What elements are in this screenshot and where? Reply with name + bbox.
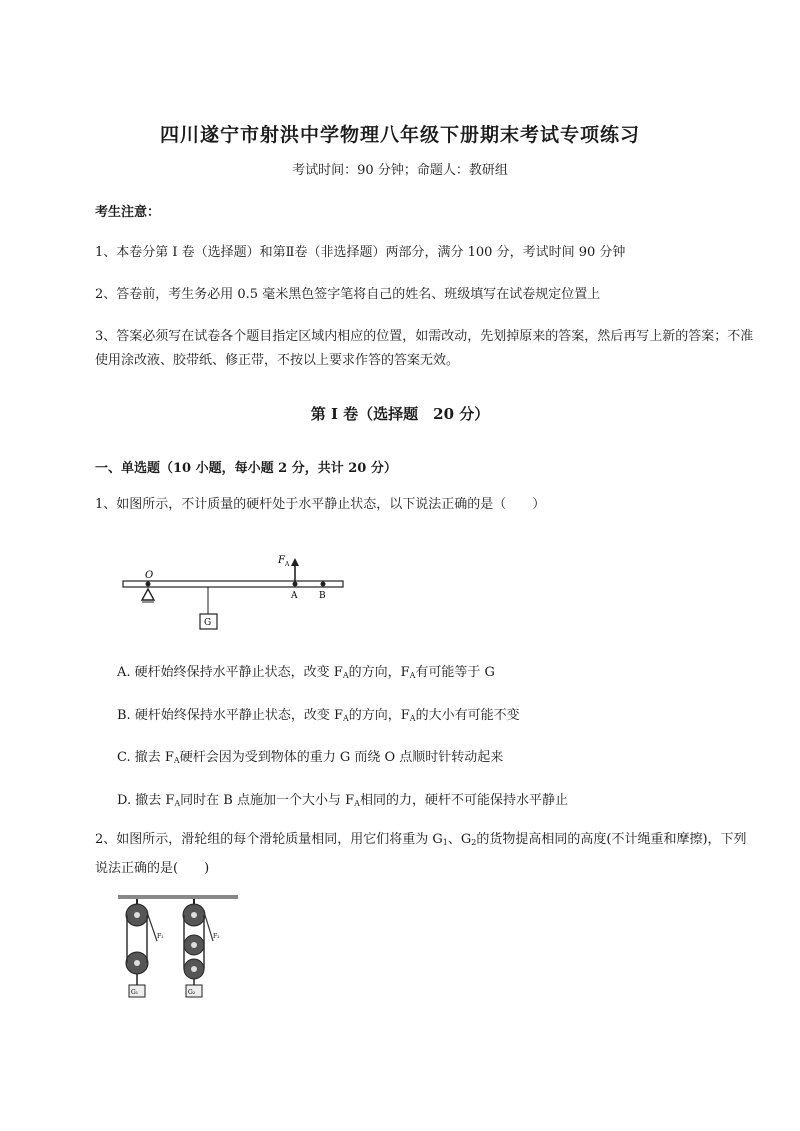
pulley-figure: [113, 893, 243, 1013]
notice-item: 3、答案必须写在试卷各个题目指定区域内相应的位置，如需改动，先划掉原来的答案，然后再写上新的答案；不准使用涂改液、胶带纸、修正带，不按以上要求作答的答案无效。: [95, 329, 754, 368]
question-2-stem: 2、如图所示，滑轮组的每个滑轮质量相同，用它们将重为 $G_1$、$G_2$的货物提高相同的高度(不计绳重和摩擦)，下列说法正确的是( ): [95, 832, 747, 876]
notice-label: 考生注意：: [95, 205, 161, 220]
pulley-set-2: [183, 899, 220, 997]
option-b[interactable]: B. 硬杆始终保持水平静止状态，改变 $F_A$的方向，$F_A$的大小有可能不变: [117, 708, 520, 723]
notice-item: 1、本卷分第 I 卷（选择题）和第Ⅱ卷（非选择题）两部分，满分 100 分，考试时间 90 分钟: [95, 245, 626, 260]
option-c[interactable]: C. 撤去 $F_A$硬杆会因为受到物体的重力 G 而绕 O 点顺时针转动起来: [117, 750, 504, 765]
lever-figure: [115, 545, 355, 635]
label-f1: F₁: [157, 933, 164, 940]
exam-info: 考试时间：90 分钟；命题人：教研组: [292, 163, 508, 178]
question-group-heading: 一、单选题（10 小题，每小题 2 分，共计 20 分）: [95, 461, 397, 476]
page-title: 四川遂宁市射洪中学物理八年级下册期末考试专项练习: [159, 124, 640, 146]
question-1-stem: 1、如图所示，不计质量的硬杆处于水平静止状态，以下说法正确的是（ ）: [95, 497, 546, 512]
section-title: 第 I 卷（选择题 20 分）: [310, 405, 490, 423]
pivot-point: [146, 582, 151, 587]
notice-item: 2、答卷前，考生务必用 0.5 毫米黑色签字笔将自己的姓名、班级填写在试卷规定位置上: [95, 287, 601, 302]
option-a[interactable]: A. 硬杆始终保持水平静止状态，改变 $F_A$的方向，$F_A$有可能等于 G: [117, 665, 495, 680]
pulley-set-1: [126, 899, 164, 997]
label-g2: G₂: [188, 989, 196, 996]
label-o: O: [145, 570, 154, 581]
lever-rod: [123, 581, 343, 587]
label-a: A: [291, 591, 298, 601]
point-b-dot: [321, 582, 326, 587]
option-d[interactable]: D. 撤去 $F_A$同时在 B 点施加一个大小与 $F_A$相同的力，硬杆不可能保持水平静止: [117, 793, 568, 808]
ceiling-left: [118, 895, 238, 899]
label-f2: F₂: [213, 933, 220, 940]
label-b: B: [319, 591, 326, 601]
label-g: G: [204, 618, 212, 628]
label-g1: G₁: [131, 989, 139, 996]
fulcrum-icon: [142, 589, 154, 600]
arrow-head-icon: [291, 558, 299, 566]
label-fa: F: [278, 555, 285, 566]
point-a-dot: [293, 582, 298, 587]
label-fa-sub: A: [285, 561, 290, 568]
